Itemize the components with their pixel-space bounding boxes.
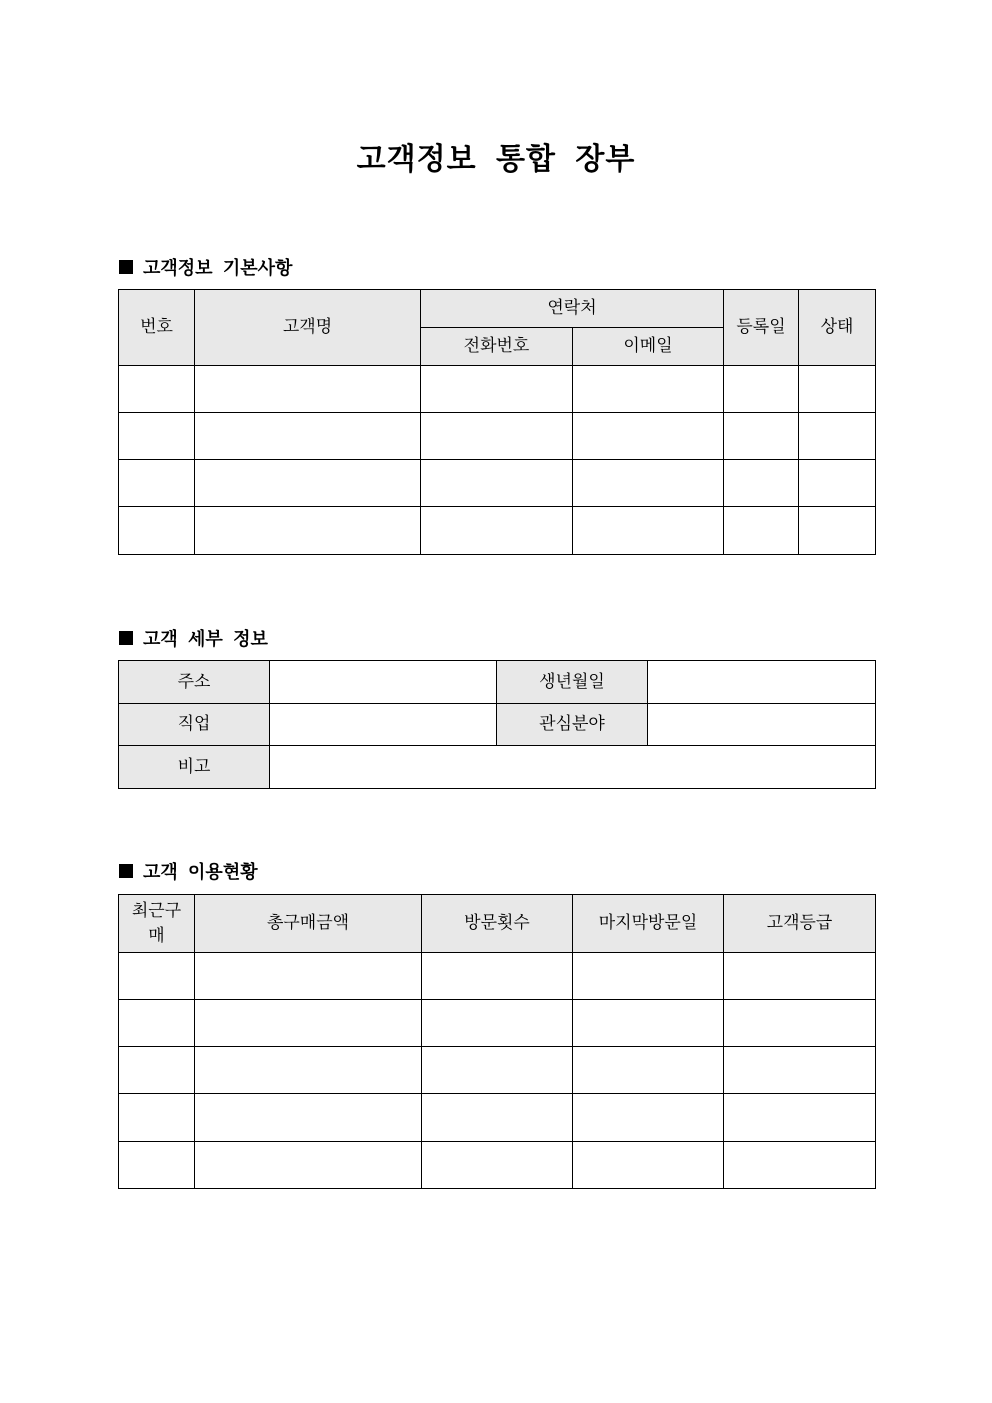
cell-visits[interactable] <box>422 1047 573 1094</box>
table-row <box>119 1047 876 1094</box>
cell-phone[interactable] <box>421 366 573 413</box>
detail-info-table <box>118 660 876 789</box>
cell-number[interactable] <box>119 366 195 413</box>
cell-number[interactable] <box>119 507 195 555</box>
label-job: 직업 <box>119 704 270 746</box>
cell-total-amount[interactable] <box>195 953 422 1000</box>
value-interests[interactable] <box>648 704 876 746</box>
table-row <box>119 1142 876 1189</box>
table-row <box>119 413 876 460</box>
section-heading-basic-label: 고객정보 기본사항 <box>143 258 293 279</box>
cell-number[interactable] <box>119 413 195 460</box>
cell-last-visit[interactable] <box>573 1047 724 1094</box>
table-row <box>119 1094 876 1142</box>
table-row <box>119 366 876 413</box>
label-address: 주소 <box>119 661 270 704</box>
cell-phone[interactable] <box>421 413 573 460</box>
header-status: 상태 <box>799 290 876 366</box>
header-recent-purchase-line2: 매 <box>148 925 165 946</box>
header-email: 이메일 <box>573 328 724 366</box>
cell-visits[interactable] <box>422 1000 573 1047</box>
section-heading-detail-label: 고객 세부 정보 <box>143 629 268 650</box>
section-heading-detail <box>119 625 268 651</box>
cell-customer-name[interactable] <box>195 413 421 460</box>
cell-recent-purchase[interactable] <box>119 1094 195 1142</box>
cell-number[interactable] <box>119 460 195 507</box>
header-registration-date: 등록일 <box>724 290 799 366</box>
cell-phone[interactable] <box>421 507 573 555</box>
value-birthdate[interactable] <box>648 661 876 704</box>
cell-email[interactable] <box>573 507 724 555</box>
value-remarks[interactable] <box>270 746 876 789</box>
header-total-amount: 총구매금액 <box>195 895 422 953</box>
cell-email[interactable] <box>573 366 724 413</box>
cell-status[interactable] <box>799 460 876 507</box>
cell-visits[interactable] <box>422 1142 573 1189</box>
cell-grade[interactable] <box>724 1047 876 1094</box>
section-heading-usage-label: 고객 이용현황 <box>143 862 258 883</box>
black-square-icon <box>119 260 133 274</box>
value-address[interactable] <box>270 661 497 704</box>
header-customer-name: 고객명 <box>195 290 421 366</box>
cell-recent-purchase[interactable] <box>119 1047 195 1094</box>
table-row <box>119 460 876 507</box>
cell-registration-date[interactable] <box>724 366 799 413</box>
cell-registration-date[interactable] <box>724 413 799 460</box>
cell-recent-purchase[interactable] <box>119 953 195 1000</box>
label-remarks: 비고 <box>119 746 270 789</box>
header-last-visit: 마지막방문일 <box>573 895 724 953</box>
cell-total-amount[interactable] <box>195 1142 422 1189</box>
basic-info-table <box>118 289 876 555</box>
cell-recent-purchase[interactable] <box>119 1000 195 1047</box>
section-heading-basic <box>119 254 292 280</box>
cell-customer-name[interactable] <box>195 366 421 413</box>
cell-email[interactable] <box>573 460 724 507</box>
cell-grade[interactable] <box>724 1000 876 1047</box>
cell-visits[interactable] <box>422 1094 573 1142</box>
table-row <box>119 507 876 555</box>
cell-last-visit[interactable] <box>573 1142 724 1189</box>
cell-grade[interactable] <box>724 1094 876 1142</box>
cell-visits[interactable] <box>422 953 573 1000</box>
table-row <box>119 1000 876 1047</box>
cell-total-amount[interactable] <box>195 1047 422 1094</box>
label-birthdate: 생년월일 <box>497 661 648 704</box>
cell-last-visit[interactable] <box>573 1094 724 1142</box>
cell-customer-name[interactable] <box>195 507 421 555</box>
header-grade: 고객등급 <box>724 895 876 953</box>
cell-total-amount[interactable] <box>195 1094 422 1142</box>
cell-status[interactable] <box>799 413 876 460</box>
cell-registration-date[interactable] <box>724 460 799 507</box>
cell-last-visit[interactable] <box>573 953 724 1000</box>
cell-phone[interactable] <box>421 460 573 507</box>
black-square-icon <box>119 631 133 645</box>
cell-recent-purchase[interactable] <box>119 1142 195 1189</box>
document-title: 고객정보 통합 장부 <box>356 142 636 177</box>
header-visits: 방문횟수 <box>422 895 573 953</box>
cell-grade[interactable] <box>724 1142 876 1189</box>
label-interests: 관심분야 <box>497 704 648 746</box>
header-phone: 전화번호 <box>421 328 573 366</box>
cell-status[interactable] <box>799 507 876 555</box>
header-recent-purchase <box>119 895 195 953</box>
section-heading-usage <box>119 858 258 884</box>
cell-email[interactable] <box>573 413 724 460</box>
cell-last-visit[interactable] <box>573 1000 724 1047</box>
table-row <box>119 953 876 1000</box>
header-contact: 연락처 <box>421 290 724 328</box>
header-recent-purchase-line1: 최근구 <box>131 900 182 921</box>
black-square-icon <box>119 864 133 878</box>
usage-table <box>118 894 876 1189</box>
header-number: 번호 <box>119 290 195 366</box>
cell-status[interactable] <box>799 366 876 413</box>
cell-customer-name[interactable] <box>195 460 421 507</box>
value-job[interactable] <box>270 704 497 746</box>
cell-grade[interactable] <box>724 953 876 1000</box>
cell-total-amount[interactable] <box>195 1000 422 1047</box>
cell-registration-date[interactable] <box>724 507 799 555</box>
